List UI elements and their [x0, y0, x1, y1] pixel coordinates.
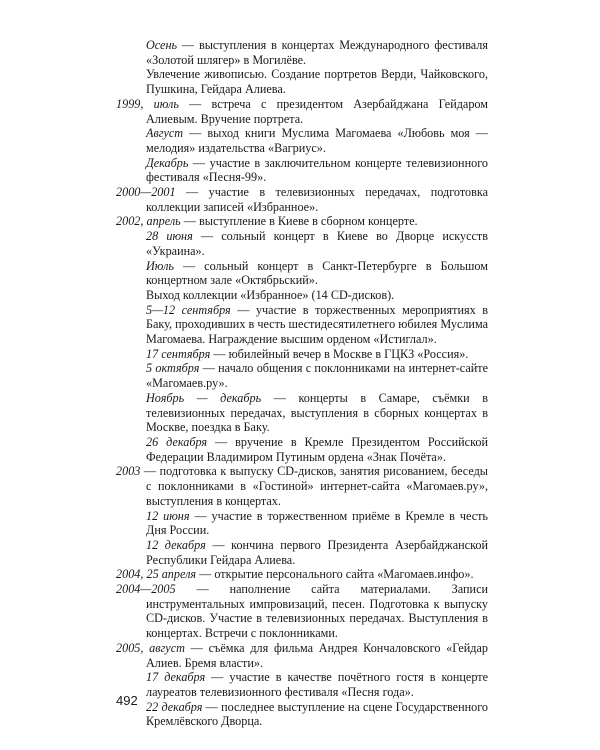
entry-text: — подготовка к выпуску CD-дисков, занятия рисованием, беседы с поклонниками в «Гостиной» интернет-сайта «Магомаев.ру», выступления в концертах.: [140, 464, 488, 508]
entry-date: 12 декабря: [146, 537, 206, 552]
chronology-entry: [146, 391, 488, 435]
chronology-entry: [146, 229, 488, 258]
entry-text: — выступление в Киеве в сборном концерте.: [180, 214, 418, 229]
entry-text: — участие в заключительном концерте телевизионного фестиваля «Песня-99».: [146, 155, 488, 185]
entry-text: — участие в телевизионных передачах, подготовка коллекции записей «Избранное».: [146, 185, 488, 214]
chronology-text: [116, 38, 488, 729]
entry-text: — съёмка для фильма Андрея Кончаловского «Гейдар Алиев. Бремя власти».: [146, 640, 489, 670]
chronology-entry: [146, 361, 488, 390]
entry-date: 2005, август: [116, 640, 185, 655]
chronology-entry: [146, 156, 488, 185]
entry-date: Июль: [146, 258, 174, 273]
chronology-entry: [146, 303, 488, 347]
entry-text: — участие в торжественном приёме в Кремле в честь Дня России.: [146, 508, 488, 538]
entry-text: Увлечение живописью. Создание портретов Верди, Чайковского, Пушкина, Гейдара Алиева.: [146, 67, 488, 97]
entry-text: — участие в торжественных мероприятиях в Баку, проходивших в честь шестидесятилетнего юбилея Муслима Магомаева. Награждение высшим орденом «Истиглал».: [146, 302, 488, 347]
chronology-entry: [146, 38, 488, 67]
entry-text: — сольный концерт в Санкт-Петербурге в Большом концертном зале «Октябрьский».: [146, 258, 488, 288]
entry-date: 2002, апрель: [116, 214, 181, 229]
entry-date: Осень: [146, 38, 178, 52]
entry-text: — сольный концерт в Киеве во Дворце искусств «Украина».: [146, 229, 488, 258]
entry-text: — начало общения с поклонниками на интернет-сайте «Магомаев.ру».: [146, 361, 489, 391]
chronology-entry: [116, 567, 488, 582]
chronology-entry: [116, 641, 488, 670]
entry-text: — вручение в Кремле Президентом Российской Федерации Владимиром Путиным ордена «Знак Почёта».: [146, 434, 488, 464]
chronology-entry: [146, 700, 488, 729]
chronology-entry: [146, 670, 488, 699]
entry-date: 22 декабря: [146, 699, 203, 714]
entry-text: — юбилейный вечер в Москве в ГЦКЗ «Россия».: [210, 346, 469, 361]
entry-date: Ноябрь — декабрь: [146, 390, 262, 405]
entry-date: 28 июня: [146, 229, 193, 244]
chronology-entry: [146, 259, 488, 288]
entry-date: 5 октября: [146, 361, 200, 376]
entry-date: 12 июня: [146, 508, 190, 523]
entry-text: — концерты в Самаре, съёмки в телевизионных передачах, выступления в сборных концертах в Москве, поездка в Баку.: [146, 390, 488, 435]
entry-text: — участие в качестве почётного гостя в концерте лауреатов телевизионного фестиваля «Песня года».: [146, 670, 488, 699]
chronology-entry: [146, 126, 488, 155]
chronology-entry: [146, 538, 488, 567]
entry-date: 26 декабря: [146, 434, 208, 449]
entry-text: — последнее выступление на сцене Государственного Кремлёвского Дворца.: [146, 699, 488, 729]
entry-date: 5—12 сентября: [146, 302, 231, 317]
entry-date: 1999, июль: [116, 96, 179, 111]
chronology-entry: [146, 347, 488, 362]
entry-date: Декабрь: [146, 155, 189, 170]
chronology-entry: [116, 464, 488, 508]
entry-date: 2004—2005: [116, 582, 176, 597]
chronology-entry: [116, 582, 488, 641]
entry-text: — наполнение сайта материалами. Записи инструментальных импровизаций, песен. Подготовка к выпуску CD-дисков. Участие в телевизионных передачах. Выступления в концертах. Встречи с поклонниками.: [146, 582, 488, 641]
chronology-entry: [116, 97, 488, 126]
entry-date: 2003: [116, 464, 141, 479]
chronology-entry: [116, 214, 488, 229]
chronology-entry: [146, 288, 488, 303]
entry-date: 17 сентября: [146, 346, 211, 361]
chronology-entry: [146, 67, 488, 96]
entry-text: — встреча с президентом Азербайджана Гейдаром Алиевым. Вручение портрета.: [146, 96, 489, 126]
chronology-entry: [116, 185, 488, 214]
entry-date: Август: [146, 126, 184, 141]
chronology-entry: [146, 509, 488, 538]
entry-text: — выход книги Муслима Магомаева «Любовь моя — мелодия» издательства «Вагриус».: [146, 126, 488, 155]
entry-date: 17 декабря: [146, 670, 206, 685]
entry-text: — открытие персонального сайта «Магомаев.инфо».: [196, 567, 474, 582]
entry-date: 2000—2001: [116, 185, 176, 200]
chronology-entry: [146, 435, 488, 464]
page-number: 492: [116, 693, 138, 708]
entry-date: 2004, 25 апреля: [116, 567, 197, 582]
entry-text: Выход коллекции «Избранное» (14 CD-дисков).: [146, 287, 395, 302]
entry-text: — выступления в концертах Международного фестиваля «Золотой шлягер» в Могилёве.: [146, 38, 488, 67]
entry-text: — кончина первого Президента Азербайджанской Республики Гейдара Алиева.: [146, 537, 488, 567]
